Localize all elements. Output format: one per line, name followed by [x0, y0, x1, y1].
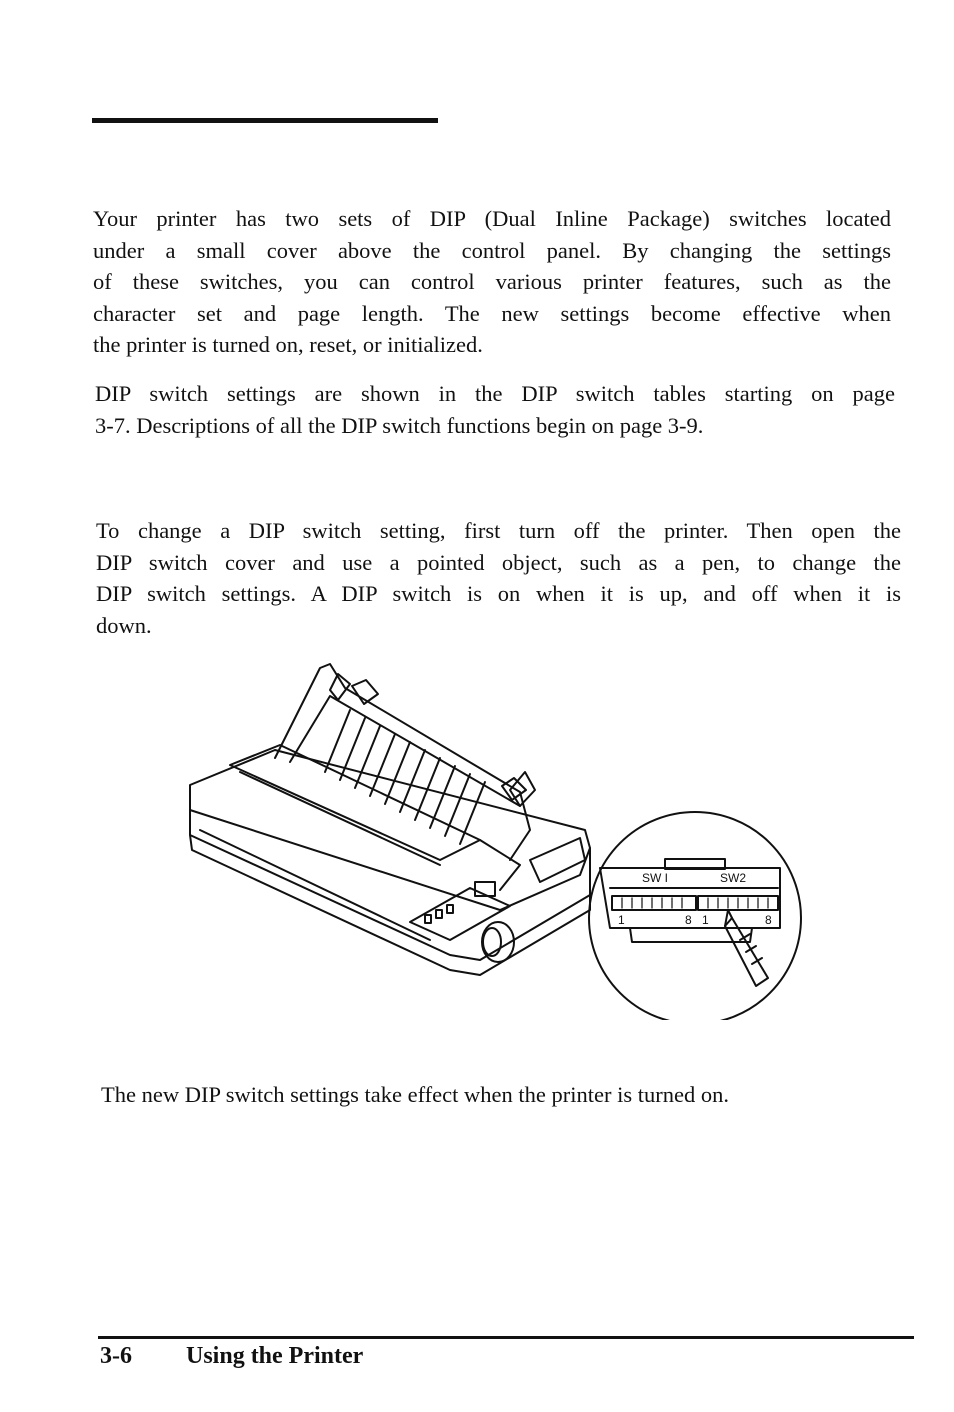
sw2-last-number: 8	[765, 913, 772, 927]
sw2-first-number: 1	[702, 913, 709, 927]
text-line: under a small cover above the control panel. By changing the settings	[93, 237, 891, 263]
sw1-switch-bank	[612, 896, 696, 910]
section-heading-rule	[92, 118, 438, 123]
text-line: 3-7. Descriptions of all the DIP switch functions begin on page 3-9.	[95, 412, 704, 438]
page-number: 3-6	[100, 1343, 132, 1369]
control-panel	[410, 882, 510, 940]
text-line: character set and page length. The new settings become effective when	[93, 300, 891, 326]
printer-dip-switch-illustration	[180, 660, 810, 1020]
text-line: DIP switch settings are shown in the DIP switch tables starting on page	[95, 381, 895, 406]
tables-reference-paragraph	[95, 378, 895, 441]
text-line: To change a DIP switch setting, first turn off the printer. Then open the	[96, 518, 901, 543]
panel-button-icon	[436, 910, 442, 918]
text-line: down.	[96, 612, 152, 638]
instructions-paragraph	[96, 515, 901, 641]
footer-rule	[98, 1336, 914, 1339]
text-line: of these switches, you can control various printer features, such as the	[93, 269, 891, 294]
text-line: The new DIP switch settings take effect when the printer is turned on.	[101, 1082, 729, 1107]
intro-paragraph	[93, 203, 891, 361]
text-line: DIP switch settings. A DIP switch is on when it is up, and off when it is	[96, 581, 901, 606]
text-line: the printer is turned on, reset, or initialized.	[93, 332, 483, 357]
panel-button-icon	[425, 915, 431, 923]
text-line: Your printer has two sets of DIP (Dual Inline Package) switches located	[93, 206, 891, 231]
sw1-last-number: 8	[685, 913, 692, 927]
sw1-label: SW I	[642, 871, 668, 885]
page-footer	[100, 1343, 363, 1370]
panel-button-icon	[447, 905, 453, 913]
closing-paragraph	[101, 1079, 886, 1111]
section-title: Using the Printer	[186, 1343, 364, 1369]
text-line: DIP switch cover and use a pointed object, such as a pen, to change the	[96, 549, 901, 575]
sw1-first-number: 1	[618, 913, 625, 927]
sw2-label: SW2	[720, 871, 747, 885]
